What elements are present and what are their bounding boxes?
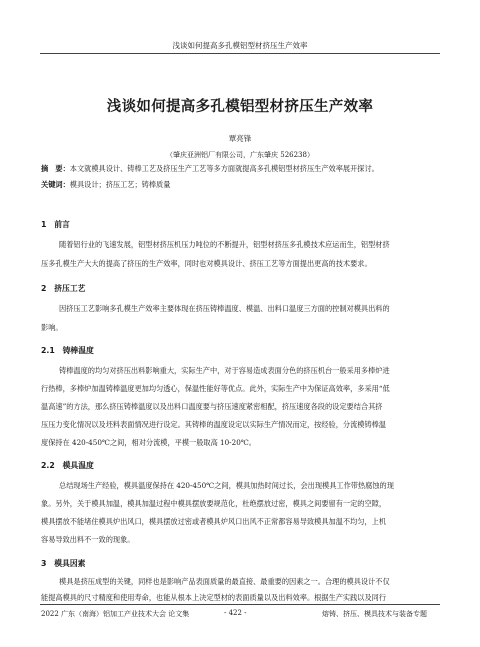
- footer-topic: 熔铸、挤压、模具技术与装备专题: [322, 610, 427, 618]
- paragraph-line: 容易导致出料不一致的现象。: [41, 535, 135, 544]
- paragraph-line: 象。另外，关于模具加温，模具加温过程中模具摆放要规范化，杜绝摆放过密，模具之间要留有一定的空隙，: [41, 499, 387, 508]
- affiliation: （肇庆亚洲铝厂有限公司，广东肇庆 526238）: [166, 151, 314, 159]
- footer-rule: [40, 604, 440, 605]
- section-heading-2-2: 2.2 模具温度: [41, 461, 94, 470]
- paragraph-line: 能提高模具的尺寸精度和使用寿命，也能从根本上决定型材的表面质量以及出料效率。根据生产实践以及同行: [41, 593, 387, 602]
- header-rule: [40, 53, 440, 54]
- keywords-text: 模具设计；挤压工艺；铸棒质量: [69, 180, 171, 189]
- author: 覃亮锋: [228, 134, 252, 143]
- page-number: - 422 -: [224, 609, 247, 617]
- abstract-label: 摘 要：: [41, 164, 70, 173]
- paragraph-line: 压压力变化情况以及坯料表面情况进行设定。其铸棒的温度设定以实际生产情况而定，按经验，分流模铸棒温: [41, 420, 387, 429]
- keywords-label: 关键词：: [41, 180, 70, 189]
- running-header: 浅谈如何提高多孔模铝型材挤压生产效率: [172, 41, 308, 50]
- abstract: [41, 164, 441, 174]
- paragraph-line: 影响。: [41, 323, 63, 332]
- paragraph-line: 模具是挤压成型的关键，同样也是影响产品表面质量的最直接、最重要的因素之一。合理的模具设计不仅: [59, 577, 390, 586]
- section-heading-3: 3 模具因素: [41, 559, 86, 568]
- section-heading-1: 1 前言: [41, 220, 70, 229]
- paragraph-line: 温高速”的方法，那么挤压铸棒温度以及出料口温度要与挤压速度紧密相配，挤压速度各段的设定要结合其挤: [41, 402, 383, 411]
- paragraph-line: 度保持在 420-450℃之间，相对分流模，平模一般取高 10-20℃。: [41, 438, 256, 447]
- paper-title: 浅谈如何提高多孔模铝型材挤压生产效率: [106, 99, 374, 115]
- abstract-text: 本文就模具设计、铸棒工艺及挤压生产工艺等多方面就提高多孔模铝型材挤压生产效率展开探讨。: [69, 164, 379, 173]
- keywords: [41, 180, 441, 190]
- paragraph-line: 行热棒，多棒炉加温铸棒温度更加均匀透心，保温性能好等优点。此外，实际生产中为保证高效率，多采用“低: [41, 384, 390, 393]
- paragraph-line: 随着铝行业的飞速发展，铝型材挤压机压力吨位的不断提升，铝型材挤压多孔模技术应运而生，铝型材挤: [59, 240, 390, 249]
- paragraph-line: 铸棒温度的均匀对挤压出料影响重大，实际生产中，对于容易造成表面分色的挤压机台一般采用多棒炉进: [59, 366, 390, 375]
- paragraph-line: 总结现场生产经验，模具温度保持在 420-450℃之间，模具加热时间过长，会出现模具工作带热腐蚀的现: [59, 481, 394, 490]
- paragraph-line: 模具摆放不能堵住模具炉出风口，模具摆放过密或者模具炉风口出风不正常都容易导致模具加温不均匀，上机: [41, 517, 387, 526]
- paragraph-line: 因挤压工艺影响多孔模生产效率主要体现在挤压铸棒温度、模温、出料口温度三方面的控制对模具出料的: [59, 304, 390, 313]
- section-heading-2-1: 2.1 铸棒温度: [41, 346, 94, 355]
- paragraph-line: 压多孔模生产大大的提高了挤压的生产效率，同时也对模具设计、挤压工艺等方面提出更高的技术要求。: [41, 259, 372, 268]
- section-heading-2: 2 挤压工艺: [41, 284, 86, 293]
- footer-proceedings: 2022 广东（南海）铝加工产业技术大会 论文集: [41, 610, 190, 618]
